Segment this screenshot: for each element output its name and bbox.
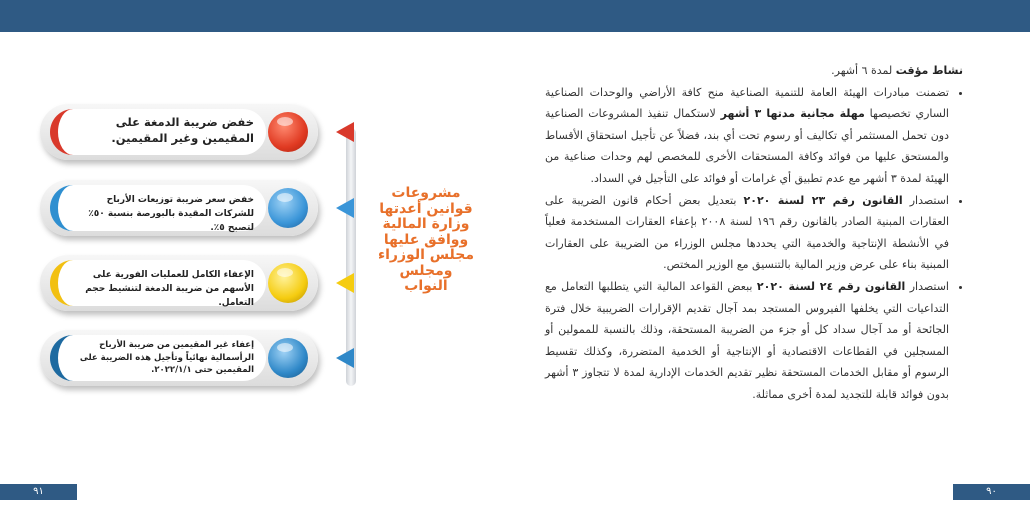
intro-line	[545, 60, 963, 82]
intro-bold: نشاط مؤقت	[895, 64, 963, 77]
darkblue-orb-icon	[268, 338, 308, 378]
measure-text: خفض ضريبة الدمغة على المقيمين وغير المقيمين.	[50, 109, 266, 155]
measure-card-stamp-tax	[40, 104, 318, 160]
measure-card-spot-transactions	[40, 255, 318, 311]
intro-rest: لمدة ٦ أشهر.	[831, 64, 893, 77]
bullet-list	[545, 82, 963, 406]
bullet-item: • استصدار القانون رقم ٢٤ لسنة ٢٠٢٠ ببعض القواعد المالية التي يتطلبها التعامل مع التداعيات التي يخلفها الفيروس المستجد بمد آجال تقديم الإقرارات الضريبية خلال فترة الجائحة أو مد آجال سداد كل أو جزء من الضريبة المستحقة، وذلك بالنسبة للممولين أو المسجلين في القطاعات الاقتصادية أو الإنتاجية أو الخدمية المتضررة، وكذلك تقسيط الرسوم أو مقابل الخدمات المستحقة نظير تقديم الخدمات الإدارية لمدة لا تتجاوز ٣ أشهر بدون فوائد قابلة للتجديد لمدة أخرى مماثلة.	[545, 276, 949, 406]
page-number-right: ٩٠	[953, 484, 1030, 500]
yellow-pointer-icon	[336, 273, 354, 293]
page-number-left: ٩١	[0, 484, 77, 500]
measure-text: خفض سعر ضريبة توزيعات الأرباح للشركات المقيدة بالبورصة بنسبة ٥٠٪ لتصبح ٥٪.	[50, 185, 266, 231]
bullet-item: • استصدار القانون رقم ٢٣ لسنة ٢٠٢٠ بتعديل بعض أحكام قانون الضريبة على العقارات المبنية الصادر بالقانون رقم ١٩٦ لسنة ٢٠٠٨ بإعفاء العقارات المستخدمة فعلياً في الأنشطة الإنتاجية والخدمية التي يحددها مجلس الوزراء من الضريبة على العقارات المبنية بناء على عرض وزير المالية بالتنسيق مع الوزير المختص.	[545, 190, 949, 276]
measure-card-capital-gains	[40, 330, 318, 386]
top-band	[0, 0, 1030, 32]
red-orb-icon	[268, 112, 308, 152]
right-page-body	[545, 60, 963, 406]
blue-pointer-icon	[336, 198, 354, 218]
bullet-item: • تضمنت مبادرات الهيئة العامة للتنمية الصناعية منح كافة الأراضي والوحدات الصناعية الساري تخصيصها مهلة مجانية مدتها ٣ أشهر لاستكمال تنفيذ المشروعات الصناعية دون تحمل المستثمر أي تكاليف أو رسوم تحت أي بند، فضلاً عن تأجيل استحقاق الأقساط والمستحق عليها من فوائد وكافة المستحقات الأخرى للمخصص لهم وحدات صناعية من الهيئة لمدة ٣ أشهر مع عدم تطبيق أي غرامات أو فوائد على التأجيل في السداد.	[545, 82, 949, 190]
measure-text: إعفاء غير المقيمين من ضريبة الأرباح الرأسمالية نهائياً وتأجيل هذه الضريبة على المقيمين حتى ٢٠٢٢/١/١.	[50, 335, 266, 381]
blue-orb-icon	[268, 188, 308, 228]
measure-text: الإعفاء الكامل للعمليات الفورية على الأسهم من ضريبة الدمغة لتنشيط حجم التعامل.	[50, 260, 266, 306]
yellow-orb-icon	[268, 263, 308, 303]
infographic-title: مشروعات قوانين أعدتها وزارة المالية ووافق عليها مجلس الوزراء ومجلس النواب	[377, 185, 475, 294]
darkblue-pointer-icon	[336, 348, 354, 368]
measure-card-dividend-tax	[40, 180, 318, 236]
red-pointer-icon	[336, 122, 354, 142]
